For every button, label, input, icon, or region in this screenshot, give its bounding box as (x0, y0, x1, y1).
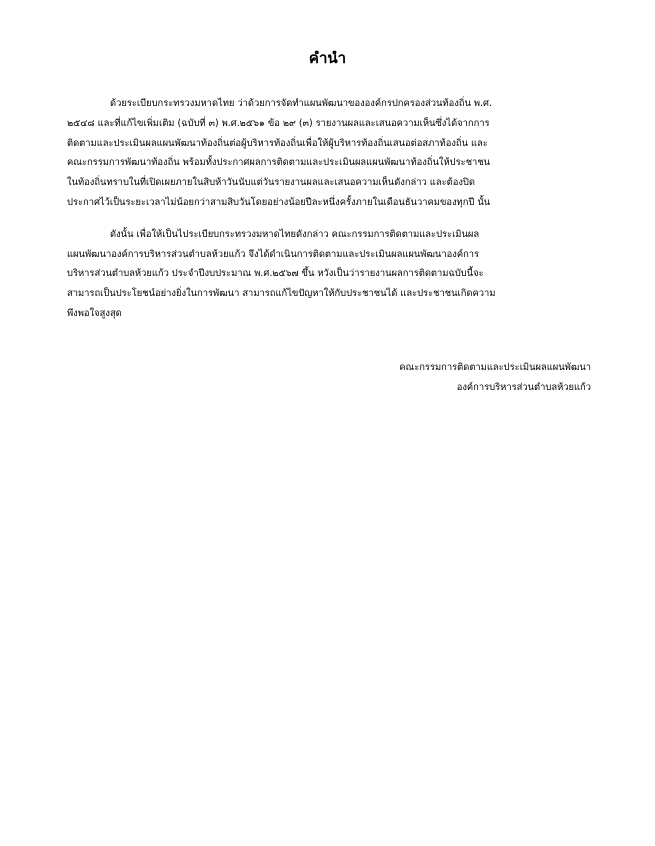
text-line: แผนพัฒนาองค์การบริหารส่วนตำบลห้วยแก้ว จึงได้ดำเนินการติดตามและประเมินผลแผนพัฒนาองค์การ (67, 248, 480, 260)
text-line: สามารถเป็นประโยชน์อย่างยิ่งในการพัฒนา สามารถแก้ไขปัญหาให้กับประชาชนได้ และประชาชนเกิดความ (67, 288, 496, 300)
text-line: ในท้องถิ่นทราบในที่เปิดเผยภายในสิบห้าวันนับแต่วันรายงานผลและเสนอความเห็นดังกล่าว และต้องปิด (67, 177, 475, 189)
paragraph-1 (67, 94, 591, 213)
document-body (67, 94, 591, 336)
signature-organization: องค์การบริหารส่วนตำบลห้วยแก้ว (456, 382, 591, 393)
signature-block (399, 358, 591, 398)
text-line: คณะกรรมการพัฒนาท้องถิ่น พร้อมทั้งประกาศผลการติดตามและประเมินผลแผนพัฒนาท้องถิ่นให้ประชาชน (67, 157, 491, 169)
text-line: ประกาศไว้เป็นระยะเวลาไม่น้อยกว่าสามสิบวันโดยอย่างน้อยปีละหนึ่งครั้งภายในเดือนธันวาคมของทุกปี นั้น (67, 196, 491, 208)
text-line: บริหารส่วนตำบลห้วยแก้ว ประจำปีงบประมาณ พ.ศ.๒๕๖๗ ขึ้น หวังเป็นว่ารายงานผลการติดตามฉบับนี้จะ (67, 268, 484, 280)
text-line: ด้วยระเบียบกระทรวงมหาดไทย ว่าด้วยการจัดทำแผนพัฒนาขององค์กรปกครองส่วนท้องถิ่น พ.ศ. (110, 98, 492, 109)
signature-committee: คณะกรรมการติดตามและประเมินผลแผนพัฒนา (399, 362, 591, 373)
document-title: คำนำ (308, 49, 347, 67)
text-line: ดังนั้น เพื่อให้เป็นไประเบียบกระทรวงมหาดไทยดังกล่าว คณะกรรมการติดตามและประเมินผล (110, 228, 480, 240)
text-line: พึงพอใจสูงสุด (67, 307, 122, 319)
paragraph-2 (67, 225, 591, 324)
text-line: ๒๕๔๘ และที่แก้ไขเพิ่มเติม (ฉบับที่ ๓) พ.ศ.๒๕๖๑ ข้อ ๒๙ (๓) รายงานผลและเสนอความเห็นซึ่งได้จากการ (67, 117, 490, 129)
text-line: ติดตามและประเมินผลแผนพัฒนาท้องถิ่นต่อผู้บริหารท้องถิ่นเพื่อให้ผู้บริหารท้องถิ่นเสนอต่อสภาท้องถิ่น และ (67, 137, 488, 149)
